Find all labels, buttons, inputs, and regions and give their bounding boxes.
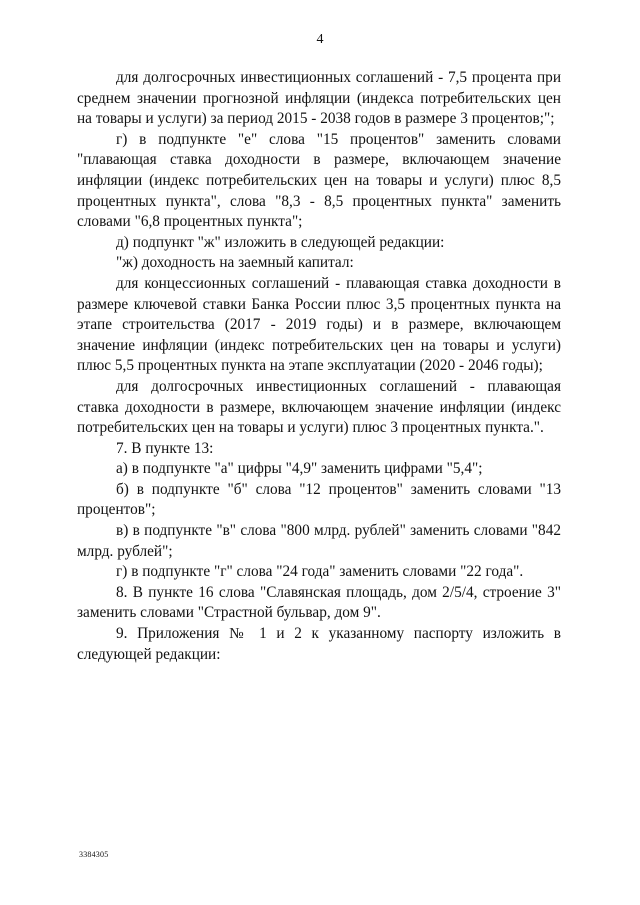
page-number: 4 — [316, 32, 324, 47]
paragraph-12: 8. В пункте 16 слова "Славянская площадь, дом 2/5/4, строение 3" заменить словами "Страстной бульвар, дом 9". — [77, 583, 561, 622]
paragraph-7: 7. В пункте 13: — [116, 439, 214, 457]
paragraph-9: б) в подпункте "б" слова "12 процентов" заменить словами "13 процентов"; — [77, 480, 561, 519]
document-body — [77, 68, 561, 665]
paragraph-1: для долгосрочных инвестиционных соглашений - 7,5 процента при среднем значении прогнозной инфляции (индекса потребительских цен на товары и услуги) за период 2015 - 2038 годов в размере 3 процентов;"; — [77, 69, 561, 128]
paragraph-10: в) в подпункте "в" слова "800 млрд. рублей" заменить словами "842 млрд. рублей"; — [77, 522, 561, 560]
paragraph-5: для концессионных соглашений - плавающая ставка доходности в размере ключевой ставки Банка России плюс 3,5 процентных пункта на этапе строительства (2017 - 2019 годы) и в размере, включающем значение инфляции (индекс потребительских цен на товары и услуги) плюс 5,5 процентных пункта на этапе эксплуатации (2020 - 2046 годы); — [77, 274, 561, 375]
paragraph-8: а) в подпункте "а" цифры "4,9" заменить цифрами "5,4"; — [116, 460, 483, 478]
document-id: 3384305 — [79, 850, 109, 859]
paragraph-6: для долгосрочных инвестиционных соглашений - плавающая ставка доходности в размере, включающем значение инфляции (индекс потребительских цен на товары и услуги) плюс 3 процентных пункта.". — [77, 377, 561, 437]
paragraph-13: 9. Приложения № 1 и 2 к указанному паспорту изложить в следующей редакции: — [77, 625, 561, 663]
paragraph-11: г) в подпункте "г" слова "24 года" заменить словами "22 года". — [116, 563, 524, 581]
paragraph-3: д) подпункт "ж" изложить в следующей редакции: — [116, 233, 445, 251]
paragraph-4: "ж) доходность на заемный капитал: — [116, 254, 354, 272]
paragraph-2: г) в подпункте "е" слова "15 процентов" заменить словами "плавающая ставка доходности в размере, включающем значение инфляции (индекс потребительских цен на товары и услуги) плюс 8,5 процентных пункта", слова "8,3 - 8,5 процентных пункта" заменить словами "6,8 процентных пункта"; — [77, 130, 561, 231]
